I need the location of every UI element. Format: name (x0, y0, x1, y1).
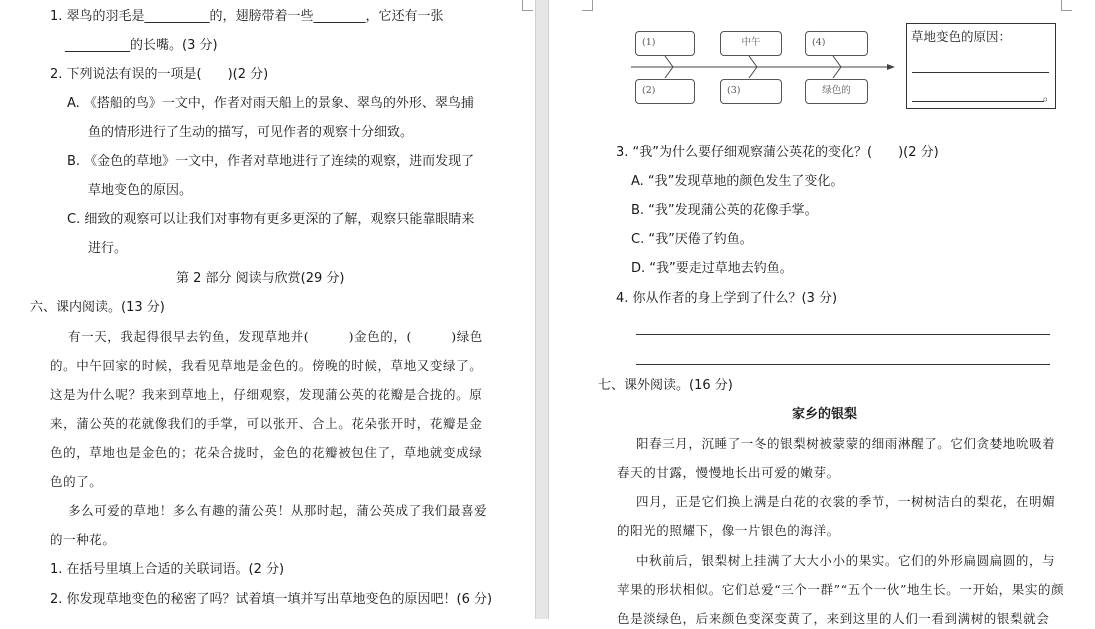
diagram-box-4: (4) (805, 31, 868, 56)
question-1-line-2: __________的长嘴。(3 分) (65, 38, 218, 53)
passage-line: 的一种花。 (50, 532, 116, 547)
question-3-option-a: A. “我”发现草地的颜色发生了变化。 (631, 174, 844, 189)
right-page (549, 0, 1095, 626)
answer-line (636, 364, 1050, 365)
option-c-line-2: 进行。 (88, 241, 128, 256)
diagram-box-green: 绿色的 (805, 79, 868, 104)
answer-line (636, 334, 1050, 335)
article-line: 阳春三月，沉睡了一冬的银梨树被蒙蒙的细雨淋醒了。它们贪婪地吮吸着 (636, 436, 1056, 451)
option-a-line-1: A. 《搭船的鸟》一文中，作者对雨天船上的景象、翠鸟的外形、翠鸟捕 (67, 96, 474, 111)
reason-box (906, 23, 1056, 109)
option-a-line-2: 鱼的情形进行了生动的描写，可见作者的观察十分细致。 (88, 125, 414, 140)
crop-mark (522, 0, 533, 11)
passage-line: 色的了。 (50, 474, 103, 489)
section-6-heading: 六、课内阅读。(13 分) (30, 300, 165, 315)
question-3-option-d: D. “我”要走过草地去钓鱼。 (631, 261, 793, 276)
question-2: 2. 下列说法有误的一项是( )(2 分) (50, 67, 269, 82)
diagram-box-2: (2) (635, 79, 695, 104)
question-1-line-1: 1. 翠鸟的羽毛是__________的，翅膀带着一些________，它还有一张 (50, 9, 444, 24)
section-6-question-1: 1. 在括号里填上合适的关联词语。(2 分) (50, 562, 285, 577)
article-line: 四月，正是它们换上满是白花的衣裳的季节，一树树洁白的梨花，在明媚 (636, 494, 1056, 509)
section-6-question-2: 2. 你发现草地变色的秘密了吗？试着填一填并写出草地变色的原因吧！(6 分) (50, 592, 493, 607)
article-line: 的阳光的照耀下，像一片银色的海洋。 (617, 523, 840, 538)
passage-line: 这是为什么呢？我来到草地上，仔细观察，发现蒲公英的花瓣是合拢的。原 (50, 387, 483, 402)
question-3: 3. “我”为什么要仔细观察蒲公英花的变化？( )(2 分) (616, 145, 939, 160)
question-4: 4. 你从作者的身上学到了什么？(3 分) (616, 291, 838, 306)
section-7-heading: 七、课外阅读。(16 分) (598, 378, 733, 393)
diagram-box-noon: 中午 (720, 31, 782, 56)
question-3-option-c: C. “我”厌倦了钓鱼。 (631, 232, 753, 247)
passage-line: 来，蒲公英的花就像我们的手掌，可以张开、合上。花朵张开时，花瓣是金 (50, 416, 483, 431)
article-title: 家乡的银梨 (792, 407, 858, 422)
passage-line: 多么可爱的草地！多么有趣的蒲公英！从那时起，蒲公英成了我们最喜爱 (68, 503, 488, 518)
reason-period: 。 (1043, 88, 1056, 103)
question-3-option-b: B. “我”发现蒲公英的花像手掌。 (631, 203, 818, 218)
passage-line: 有一天，我起得很早去钓鱼，发现草地并( )金色的，( )绿色 (68, 329, 483, 344)
article-line: 春天的甘露，慢慢地长出可爱的嫩芽。 (617, 465, 840, 480)
option-b-line-2: 草地变色的原因。 (88, 183, 193, 198)
passage-line: 色的，草地也是金色的；花朵合拢时，金色的花瓣被包住了，草地就变成绿 (50, 445, 483, 460)
article-line: 中秋前后，银梨树上挂满了大大小小的果实。它们的外形扁圆扁圆的，与 (636, 553, 1056, 568)
fishbone-diagram (549, 0, 1095, 120)
answer-line (912, 72, 1049, 73)
article-line: 色是淡绿色，后来颜色变深变黄了，来到这里的人们一看到满树的银梨就会 (617, 611, 1050, 626)
diagram-box-3: (3) (720, 79, 782, 104)
article-line: 苹果的形状相似。它们总爱“三个一群”“五个一伙”地生长。一开始，果实的颜 (617, 582, 1065, 597)
passage-line: 的。中午回家的时候，我看见草地是金色的。傍晚的时候，草地又变绿了。 (50, 358, 483, 373)
page-gutter (535, 0, 549, 619)
diagram-box-1: (1) (635, 31, 695, 56)
part-2-heading: 第 2 部分 阅读与欣赏(29 分) (176, 271, 345, 286)
answer-line (912, 101, 1044, 102)
left-page (0, 0, 535, 619)
option-b-line-1: B. 《金色的草地》一文中，作者对草地进行了连续的观察，进而发现了 (67, 154, 475, 169)
option-c-line-1: C. 细致的观察可以让我们对事物有更多更深的了解，观察只能靠眼睛来 (67, 212, 475, 227)
reason-label: 草地变色的原因： (911, 29, 1012, 44)
